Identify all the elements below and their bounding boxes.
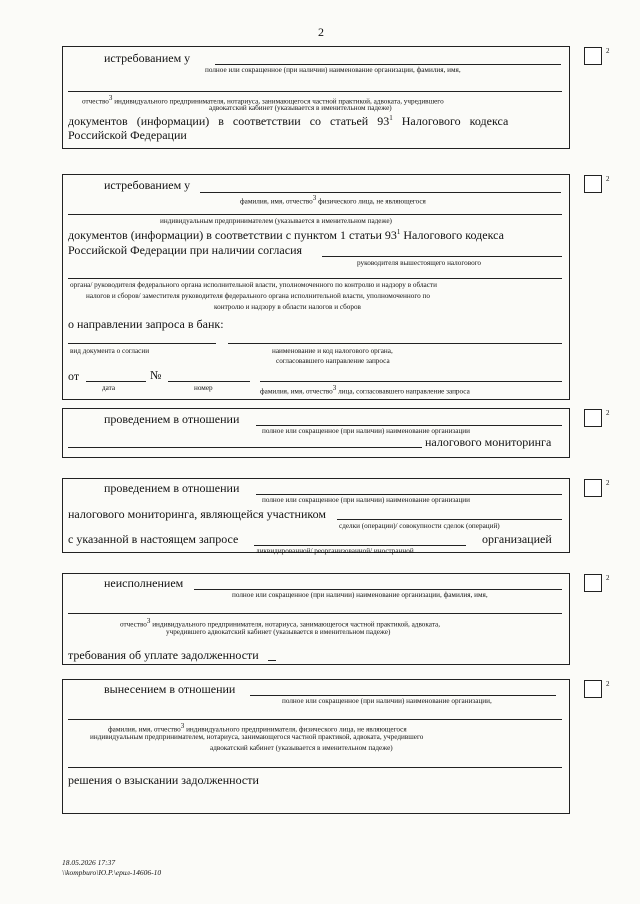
hint-text: сделки (операции)/ совокупности сделок (операций) [339, 522, 500, 530]
section-2-heading: истребованием у [104, 178, 191, 192]
hint-text: полное или сокращенное (при наличии) наименование организации, фамилия, имя, [205, 66, 461, 74]
hint-number: номер [194, 384, 213, 392]
hint-text: ликвидированной/ реорганизованной/ иностранной [256, 547, 414, 555]
fill-line [68, 613, 562, 614]
fill-line [256, 494, 562, 495]
hint-text: полное или сокращенное (при наличии) наименование организации, фамилия, имя, [232, 591, 488, 599]
hint-text: адвокатский кабинет (указывается в именительном падеже) [210, 744, 393, 752]
checkbox-footnote: 2 [606, 409, 610, 417]
fill-line [337, 519, 562, 520]
section-1-text: Российской Федерации [68, 128, 187, 142]
hint-text: полное или сокращенное (при наличии) наименование организации [262, 496, 470, 504]
checkbox-footnote: 2 [606, 175, 610, 183]
section-2-text: документов (информации) в соответствии с пунктом 1 статьи $93^1$ Налогового кодекса [68, 228, 504, 242]
section-3-heading: проведением в отношении [104, 412, 240, 426]
fill-line [68, 447, 422, 448]
fill-line [68, 214, 562, 215]
section-1-text: документов (информации) в соответствии со статьей $93^1$ Налогового кодекса [68, 114, 509, 128]
section-2-text: Российской Федерации при наличии согласия [68, 243, 303, 257]
section-5-text: требования об уплате задолженности [68, 648, 259, 662]
checkbox-footnote: 2 [606, 479, 610, 487]
section-2-checkbox[interactable] [584, 175, 602, 193]
fill-line [254, 545, 466, 546]
fill-line [200, 192, 561, 193]
hint-text: органа/ руководителя федерального органа исполнительной власти, уполномоченного по контролю и надзору в области [70, 281, 437, 289]
checkbox-footnote: 2 [606, 680, 610, 688]
section-1-checkbox[interactable] [584, 47, 602, 65]
section-5-heading: неисполнением [104, 576, 184, 590]
fill-line [68, 719, 562, 720]
hint-text: налогов и сборов/ заместителя руководителя федерального органа исполнительной власти, уполномоченного по [86, 292, 430, 300]
footer-timestamp: 18.05.2026 17:37 [62, 858, 116, 867]
section-6-text: решения о взыскании задолженности [68, 773, 259, 787]
hint-text: фамилия, имя, отчество$^3$ физического лица, не являющегося [240, 194, 426, 206]
hint-text: адвокатский кабинет (указывается в именительном падеже) [209, 104, 392, 112]
section-6-heading: вынесением в отношении [104, 682, 236, 696]
fill-line [322, 256, 562, 257]
person-line [260, 381, 562, 382]
section-4-text: организацией [482, 532, 552, 546]
hint-text: фамилия, имя, отчество$^3$ индивидуального предпринимателя, физического лица, не являющегося [108, 722, 407, 734]
from-label: от [68, 369, 80, 383]
hint-text: контролю и надзору в области налогов и сборов [214, 303, 361, 311]
section-1-heading: истребованием у [104, 51, 191, 65]
fill-line [68, 767, 562, 768]
hint-text: руководителя вышестоящего налогового [357, 259, 482, 267]
checkbox-footnote: 2 [606, 574, 610, 582]
fill-line [68, 91, 562, 92]
hint-text: наименование и код налогового органа, [272, 347, 393, 355]
hint-text: индивидуальным предпринимателем (указывается в именительном падеже) [160, 217, 392, 225]
section-4-text: налогового мониторинга, являющейся участником [68, 507, 326, 521]
section-2-text: о направлении запроса в банк: [68, 317, 224, 331]
fill-line [68, 278, 562, 279]
checkbox-footnote: 2 [606, 47, 610, 55]
hint-text: учредившего адвокатский кабинет (указывается в именительном падеже) [166, 628, 391, 636]
hint-text: полное или сокращенное (при наличии) наименование организации, [282, 697, 492, 705]
hint-text: отчество$^3$ индивидуального предпринимателя, нотариуса, занимающегося частной практикой, адвоката, учредившего [82, 94, 444, 106]
hint-date: дата [102, 384, 116, 392]
hint-text: согласовавшего направление запроса [276, 357, 390, 365]
fill-line [68, 343, 216, 344]
number-label: № [150, 368, 162, 382]
fill-line [194, 589, 562, 590]
hint-person: фамилия, имя, отчество$^3$ лица, согласовавшего направление запроса [260, 384, 470, 396]
hint-text: полное или сокращенное (при наличии) наименование организации [262, 427, 470, 435]
section-4-text: с указанной в настоящем запросе [68, 532, 239, 546]
section-3-checkbox[interactable] [584, 409, 602, 427]
fill-line [256, 425, 562, 426]
section-4-checkbox[interactable] [584, 479, 602, 497]
section-3-text: налогового мониторинга [425, 435, 552, 449]
number-line [168, 381, 250, 382]
section-6-checkbox[interactable] [584, 680, 602, 698]
hint-text: вид документа о согласии [70, 347, 150, 355]
date-line [86, 381, 146, 382]
section-5-checkbox[interactable] [584, 574, 602, 592]
section-4-heading: проведением в отношении [104, 481, 240, 495]
hint-text: отчество$^3$ индивидуального предпринимателя, нотариуса, занимающегося частной практикой, адвоката, [120, 617, 440, 629]
footer-path: \\kompburo\Ю.Р.\ерил-14606-10 [62, 868, 162, 877]
page-number: 2 [318, 25, 324, 39]
fill-line [228, 343, 562, 344]
hint-text: индивидуальным предпринимателем, нотариуса, занимающегося частной практикой, адвоката, учредившего [90, 733, 424, 741]
fill-line [215, 64, 561, 65]
fill-line [268, 660, 276, 661]
fill-line [250, 695, 556, 696]
